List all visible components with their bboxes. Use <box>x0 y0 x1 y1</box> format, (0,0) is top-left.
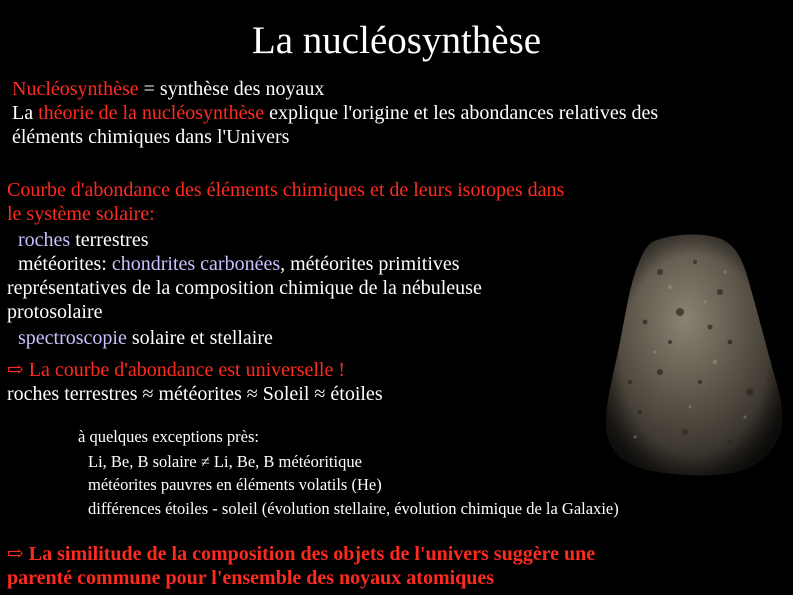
final-line-1 <box>7 542 595 566</box>
meteorite-image <box>600 232 786 478</box>
curve-item-meteorites-rest: , météorites primitives <box>280 253 460 275</box>
conclusion-equation: roches terrestres ≈ météorites ≈ Soleil ≈ étoiles <box>7 383 383 405</box>
curve-heading-line-1: Courbe d'abondance des éléments chimiques et de leurs isotopes dans <box>7 179 565 201</box>
curve-item-meteorites-cont-2: protosolaire <box>7 301 103 323</box>
term-roches: roches <box>18 229 71 251</box>
exception-item: météorites pauvres en éléments volatils (He) <box>88 475 382 494</box>
curve-item-meteorites-cont-1: représentatives de la composition chimique de la nébuleuse <box>7 277 482 299</box>
slide-title: La nucléosynthèse <box>251 19 542 62</box>
curve-item-rocks <box>18 228 149 252</box>
curve-item-spectroscopy-rest: solaire et stellaire <box>126 327 273 349</box>
term-nucleosynthese: Nucléosynthèse <box>12 78 139 100</box>
arrow-icon: ⇨ <box>7 543 24 565</box>
exception-item: différences étoiles - soleil (évolution stellaire, évolution chimique de la Galaxie) <box>88 499 619 518</box>
final-line-2: parenté commune pour l'ensemble des noyaux atomiques <box>7 567 495 589</box>
conclusion-text: La courbe d'abondance est universelle ! <box>23 359 346 381</box>
intro-line-3: éléments chimiques dans l'Univers <box>12 126 290 148</box>
final-text-1: La similitude de la composition des objets de l'univers suggère une <box>23 543 596 565</box>
intro-line-2-start: La <box>12 102 39 124</box>
intro-line-1 <box>12 77 324 101</box>
term-chondrites: chondrites carbonées <box>111 253 281 275</box>
term-spectroscopie: spectroscopie <box>18 327 127 349</box>
intro-line-1-rest: = synthèse des noyaux <box>138 78 325 100</box>
intro-line-2 <box>12 101 658 125</box>
exception-item: Li, Be, B solaire ≠ Li, Be, B météoritique <box>88 452 362 471</box>
intro-line-2-rest: explique l'origine et les abondances relatives des <box>264 102 659 124</box>
conclusion-line <box>7 358 345 382</box>
exceptions-heading: à quelques exceptions près: <box>78 427 259 446</box>
curve-item-rocks-rest: terrestres <box>70 229 149 251</box>
curve-item-meteorites <box>18 252 460 276</box>
curve-item-meteorites-start: météorites: <box>18 253 112 275</box>
curve-item-spectroscopy <box>18 326 273 350</box>
arrow-icon: ⇨ <box>7 359 24 381</box>
term-theory: théorie de la nucléosynthèse <box>38 102 265 124</box>
curve-heading-line-2: le système solaire: <box>7 203 155 225</box>
